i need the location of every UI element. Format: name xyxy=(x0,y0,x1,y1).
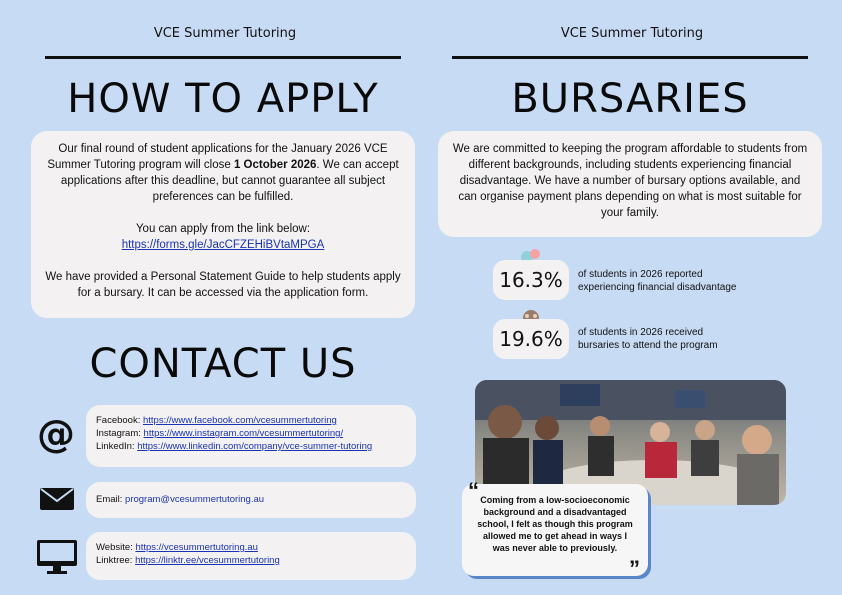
application-form-link[interactable]: https://forms.gle/JacCFZEHiBVtaMPGA xyxy=(121,239,325,251)
instagram-label: Instagram: xyxy=(96,428,144,439)
bursaries-intro-card xyxy=(438,131,822,237)
email-label: Email: xyxy=(96,494,126,505)
contact-us-heading: CONTACT US xyxy=(89,341,357,387)
apply-para-deadline xyxy=(45,141,401,205)
monitor-icon xyxy=(37,540,77,574)
stat-1-line-2: experiencing financial disadvantage xyxy=(578,282,737,293)
right-header: VCE Summer Tutoring xyxy=(560,26,704,41)
deadline-date: 1 October 2026 xyxy=(233,159,317,171)
bursaries-intro-text: We are committed to keeping the program affordable to students from different backgrounds, including students experiencing financial disadvantage. We have a number of bursary options available, and can organise payment plans depending on what is most suitable for your family. xyxy=(452,143,808,219)
linktree-link[interactable]: https://linktr.ee/vcesummertutoring xyxy=(135,555,280,566)
stat-bursaries-text xyxy=(578,326,798,352)
stat-bursaries-value: 19.6% xyxy=(493,319,569,359)
apply-para-text: Our final round of student applications for the January 2026 VCE Summer Tutoring program will close xyxy=(47,143,388,171)
open-quote-icon: “ xyxy=(468,478,479,503)
website-label: Website: xyxy=(96,542,136,553)
stat-2-line-1: of students in 2026 received xyxy=(578,327,704,338)
apply-card xyxy=(31,131,415,318)
testimonial-text: Coming from a low-socioeconomic background and a disadvantaged school, I felt as though this program allowed me to get ahead in ways I was never able to previously. xyxy=(477,495,633,553)
student-testimonial-quote xyxy=(462,478,648,581)
stat-1-line-1: of students in 2026 reported xyxy=(578,269,703,280)
linktree-label: Linktree: xyxy=(96,555,136,566)
left-divider xyxy=(45,56,401,59)
linkedin-link[interactable]: https://www.linkedin.com/company/vce-summer-tutoring xyxy=(137,441,373,452)
apply-link-label: You can apply from the link below: xyxy=(135,223,311,235)
stat-financial-disadvantage-value: 16.3% xyxy=(493,260,569,300)
at-sign-icon: @ xyxy=(37,412,75,456)
stat-financial-disadvantage-text xyxy=(578,268,798,294)
stat-2-line-2: bursaries to attend the program xyxy=(578,340,718,351)
social-links-card xyxy=(86,405,416,467)
apply-para-text-end: . We can accept applications after this deadline, but cannot guarantee all subject preferences can be fulfilled. xyxy=(60,159,399,203)
left-header: VCE Summer Tutoring xyxy=(153,26,297,41)
bursaries-heading: BURSARIES xyxy=(511,76,749,122)
web-links-card xyxy=(86,532,416,580)
facebook-label: Facebook: xyxy=(96,415,143,426)
facebook-link[interactable]: https://www.facebook.com/vcesummertutoring xyxy=(143,415,337,426)
instagram-link[interactable]: https://www.instagram.com/vcesummertutoring/ xyxy=(143,428,344,439)
close-quote-icon: ” xyxy=(629,556,640,581)
email-address[interactable]: program@vcesummertutoring.au xyxy=(125,494,265,505)
right-divider xyxy=(452,56,808,59)
envelope-icon xyxy=(40,488,74,510)
linkedin-label: LinkedIn: xyxy=(96,441,138,452)
how-to-apply-heading: HOW TO APPLY xyxy=(67,76,379,122)
email-card xyxy=(86,482,416,518)
website-link[interactable]: https://vcesummertutoring.au xyxy=(135,542,258,553)
personal-statement-note: We have provided a Personal Statement Guide to help students apply for a bursary. It can be accessed via the application form. xyxy=(45,271,401,299)
